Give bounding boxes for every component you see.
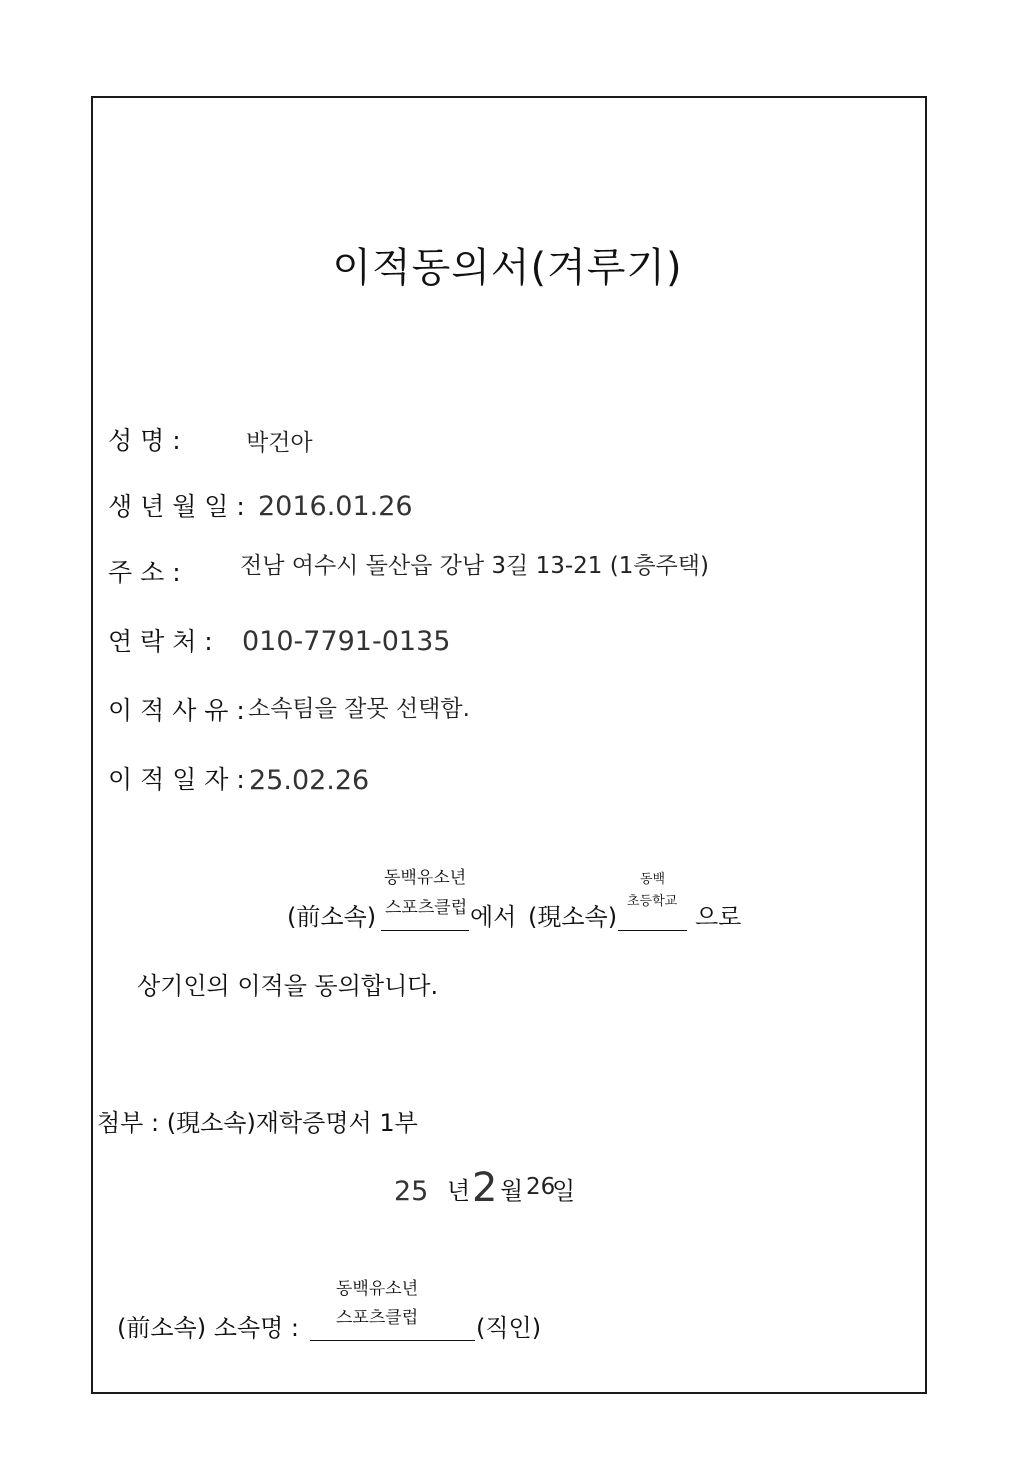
reason-label: 이 적 사 유 : — [108, 696, 245, 725]
date-month: 2 — [472, 1165, 498, 1211]
signature-club-line1: 동백유소년 — [336, 1279, 419, 1299]
curr-affiliation-prefix: (現소속) — [528, 903, 618, 931]
signature-label: (前소속) 소속명 : — [117, 1314, 299, 1342]
curr-school-line1: 동백 — [640, 872, 666, 887]
address-label: 주 소 : — [108, 558, 181, 587]
date-day-unit: 일 — [552, 1177, 576, 1205]
prev-club-line2: 스포츠클럽 — [385, 898, 468, 918]
curr-school-line2: 초등학교 — [627, 894, 678, 909]
birth-value: 2016.01.26 — [258, 491, 413, 522]
attachment-note: 첨부 : (現소속)재학증명서 1부 — [97, 1109, 418, 1137]
curr-school-underline — [618, 930, 687, 931]
contact-label: 연 락 처 : — [108, 627, 213, 656]
contact-value: 010-7791-0135 — [242, 626, 451, 657]
reason-value: 소속팀을 잘못 선택함. — [248, 696, 470, 722]
date-year: 25 — [394, 1176, 429, 1207]
prev-affiliation-prefix: (前소속) — [287, 903, 377, 931]
signature-club-line2: 스포츠클럽 — [336, 1308, 419, 1328]
date-day: 26 — [526, 1174, 556, 1200]
transfer-date-value: 25.02.26 — [249, 765, 370, 796]
prev-club-line1: 동백유소년 — [384, 868, 467, 888]
signature-underline — [310, 1340, 475, 1341]
name-label: 성 명 : — [108, 426, 181, 455]
name-value: 박건아 — [246, 430, 313, 456]
date-year-unit: 년 — [447, 1177, 471, 1205]
document-title: 이적동의서(겨루기) — [332, 245, 683, 291]
date-month-unit: 월 — [500, 1177, 524, 1205]
from-word: 에서 — [470, 903, 517, 931]
prev-club-underline — [381, 930, 469, 931]
transfer-date-label: 이 적 일 자 : — [108, 765, 245, 794]
seal-label: (직인) — [476, 1314, 542, 1342]
address-value: 전남 여수시 돌산읍 강남 3길 13-21 (1층주택) — [240, 553, 709, 579]
to-word: 으로 — [695, 903, 742, 931]
consent-text: 상기인의 이적을 동의합니다. — [137, 972, 439, 1000]
birth-label: 생 년 월 일 : — [108, 492, 245, 521]
